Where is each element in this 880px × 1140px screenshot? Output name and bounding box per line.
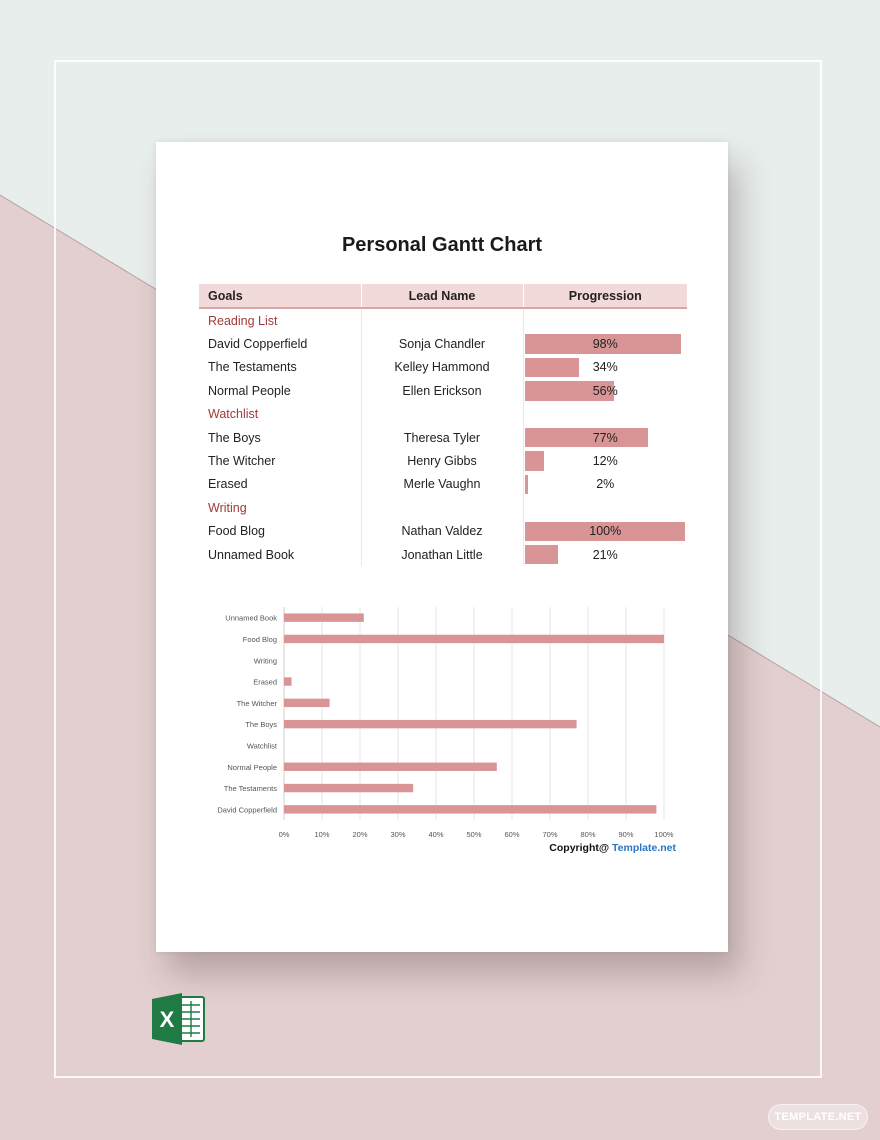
category-label: The Boys (245, 720, 277, 730)
header-lead-name: Lead Name (361, 284, 523, 308)
progress-percent: 77% (592, 430, 618, 445)
progress-percent: 98% (592, 337, 618, 352)
chart-bar (284, 677, 292, 685)
chart-bar (284, 720, 577, 728)
copyright-prefix: Copyright@ (549, 842, 613, 854)
lead-name-cell: Ellen Erickson (361, 379, 523, 402)
lead-name-cell: Merle Vaughn (361, 473, 523, 496)
progress-percent: 2% (596, 477, 615, 492)
header-goals: Goals (199, 284, 361, 308)
goal-cell: The Boys (208, 430, 261, 445)
x-tick-label: 70% (542, 830, 558, 839)
page-title: Personal Gantt Chart (341, 234, 543, 256)
lead-name-cell: Theresa Tyler (361, 426, 523, 449)
copyright-brand: Template.net (612, 842, 676, 854)
group-title: Watchlist (208, 407, 259, 422)
excel-icon-letter: X (159, 1007, 175, 1032)
goal-cell: Normal People (208, 383, 291, 398)
goal-cell: The Witcher (208, 454, 276, 469)
progress-percent: 12% (592, 454, 618, 469)
header-progression: Progression (523, 284, 687, 308)
group-title: Reading List (208, 313, 278, 328)
category-label: Food Blog (242, 634, 277, 644)
lead-name-cell: Nathan Valdez (361, 520, 523, 543)
chart-bar (284, 805, 656, 813)
goal-cell: Erased (208, 477, 248, 492)
excel-icon (152, 993, 206, 1045)
x-tick-label: 100% (654, 830, 674, 839)
x-tick-label: 0% (278, 830, 290, 839)
goal-cell: The Testaments (208, 360, 297, 375)
progress-percent: 34% (592, 360, 618, 375)
category-label: Watchlist (246, 741, 277, 751)
category-label: The Witcher (236, 698, 277, 708)
category-label: Erased (253, 677, 277, 687)
progress-percent: 100% (589, 524, 622, 539)
category-label: Writing (253, 656, 277, 666)
chart-bar (284, 784, 413, 792)
category-label: David Copperfield (217, 805, 277, 815)
category-label: Normal People (227, 762, 277, 772)
x-tick-label: 90% (618, 830, 634, 839)
x-tick-label: 80% (580, 830, 596, 839)
x-tick-label: 30% (390, 830, 406, 839)
document-page (156, 142, 728, 952)
group-title: Writing (208, 500, 247, 515)
progress-percent: 56% (592, 383, 618, 398)
progress-percent: 21% (592, 547, 618, 562)
x-tick-label: 20% (352, 830, 368, 839)
copyright-line (549, 842, 676, 854)
chart-bar (284, 635, 664, 643)
goal-cell: Food Blog (208, 524, 265, 539)
x-tick-label: 40% (428, 830, 444, 839)
goal-cell: David Copperfield (208, 337, 308, 352)
chart-bar (284, 699, 330, 707)
template-net-badge[interactable]: TEMPLATE.NET (768, 1104, 868, 1130)
progress-bar-chart (156, 142, 728, 952)
goal-cell: Unnamed Book (208, 547, 295, 562)
lead-name-cell: Jonathan Little (361, 543, 523, 566)
lead-name-cell: Sonja Chandler (361, 332, 523, 355)
x-tick-label: 10% (314, 830, 330, 839)
lead-name-cell: Kelley Hammond (361, 356, 523, 379)
x-tick-label: 50% (466, 830, 482, 839)
category-label: Unnamed Book (225, 613, 277, 623)
x-tick-label: 60% (504, 830, 520, 839)
chart-bar (284, 613, 364, 621)
category-label: The Testaments (223, 784, 277, 794)
lead-name-cell: Henry Gibbs (361, 449, 523, 472)
chart-bar (284, 763, 497, 771)
